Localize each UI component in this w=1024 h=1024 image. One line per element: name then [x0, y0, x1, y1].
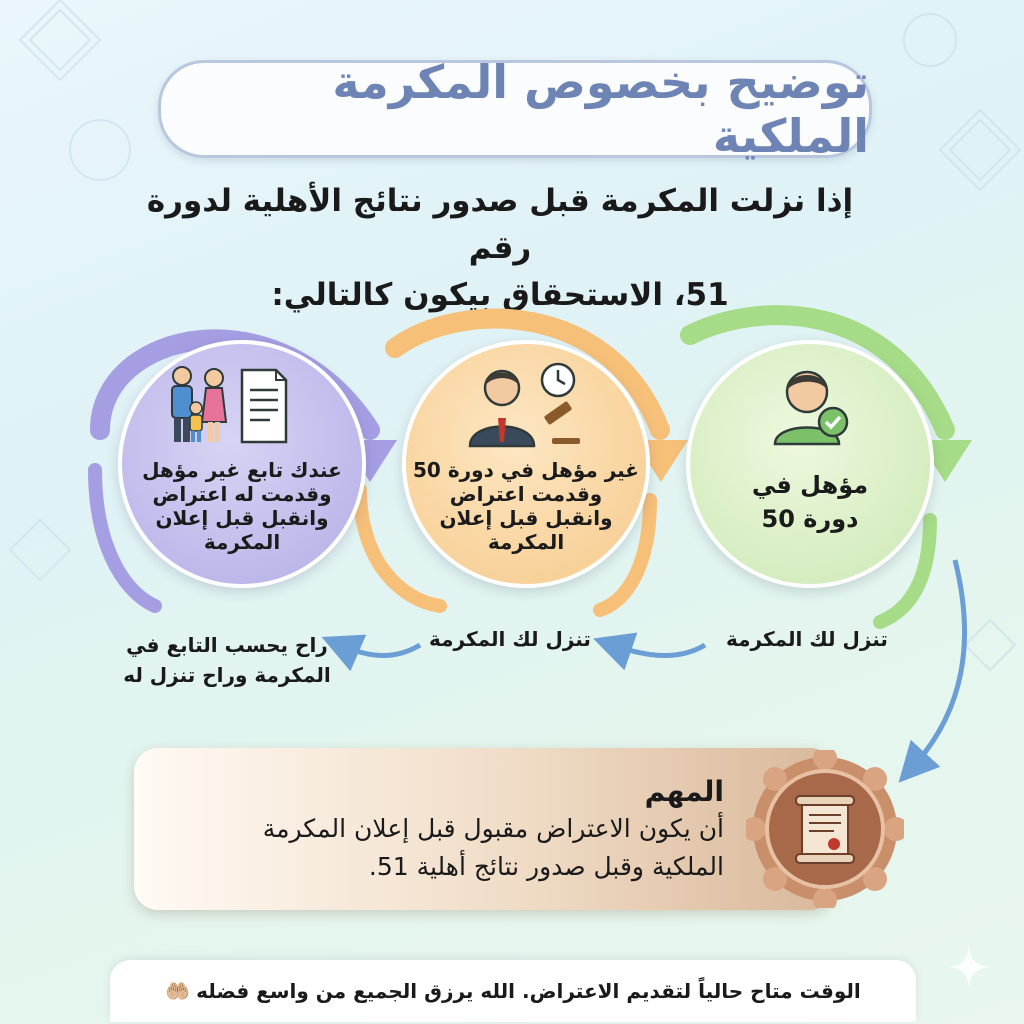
- case-dependent-line-1: عندك تابع غير مؤهل: [142, 458, 342, 482]
- person-check-icon: [767, 360, 853, 446]
- case-objection-accepted-circle: [402, 340, 650, 588]
- case-eligible-line-1: مؤهل في: [751, 471, 869, 499]
- footer-text: الوقت متاح حالياً لتقديم الاعتراض. الله يرزق الجميع من واسع فضله: [196, 979, 861, 1003]
- case-objection-accepted-line-1: غير مؤهل في دورة 50: [413, 458, 639, 482]
- important-line-2: الملكية وقبل صدور نتائج أهلية 51.: [368, 852, 724, 881]
- case-objection-accepted-text: [406, 458, 646, 554]
- important-heading: المهم: [644, 775, 724, 808]
- sparkle-icon: [946, 944, 992, 990]
- case-objection-accepted-line-2: وقدمت اعتراض: [449, 482, 603, 506]
- case-dependent-line-4: المكرمة: [203, 530, 281, 554]
- case-dependent-text: [122, 458, 362, 554]
- footer-note: [110, 960, 916, 1022]
- scroll-medal-icon: [746, 750, 904, 908]
- important-line-1: أن يكون الاعتراض مقبول قبل إعلان المكرمة: [262, 814, 724, 843]
- praying-hands-emoji: 🤲🏼: [165, 979, 191, 1003]
- intro-line-2: 51، الاستحقاق بيكون كالتالي:: [271, 277, 729, 313]
- case-dependent-circle: [118, 340, 366, 588]
- case-dependent-result-line-1: راح يحسب التابع في: [126, 633, 328, 657]
- case-dependent-line-3: وانقبل قبل إعلان: [155, 506, 329, 530]
- case-eligible-circle: [686, 340, 934, 588]
- arrow-case2-to-case3: [340, 645, 420, 656]
- case-objection-accepted-line-3: وانقبل قبل إعلان: [439, 506, 613, 530]
- arrow-case1-to-case2: [612, 645, 705, 656]
- case-eligible-text: [690, 468, 930, 536]
- judge-gavel-clock-icon: [464, 358, 584, 448]
- case-objection-accepted-line-4: المكرمة: [487, 530, 565, 554]
- case-dependent-result-line-2: المكرمة وراح تنزل له: [123, 663, 331, 687]
- page-title: توضيح بخصوص المكرمة الملكية: [332, 55, 869, 163]
- case-objection-accepted-result: تنزل لك المكرمة: [429, 627, 591, 651]
- case-dependent-result: [112, 630, 342, 690]
- important-note-box: [134, 748, 834, 910]
- case-eligible-line-2: دورة 50: [761, 505, 859, 533]
- intro-line-1: إذا نزلت المكرمة قبل صدور نتائج الأهلية لدورة رقم: [146, 183, 854, 266]
- family-document-icon: [164, 364, 294, 446]
- case-dependent-line-2: وقدمت له اعتراض: [152, 482, 332, 506]
- important-note-text: [164, 774, 724, 886]
- case-eligible-result: تنزل لك المكرمة: [726, 627, 888, 651]
